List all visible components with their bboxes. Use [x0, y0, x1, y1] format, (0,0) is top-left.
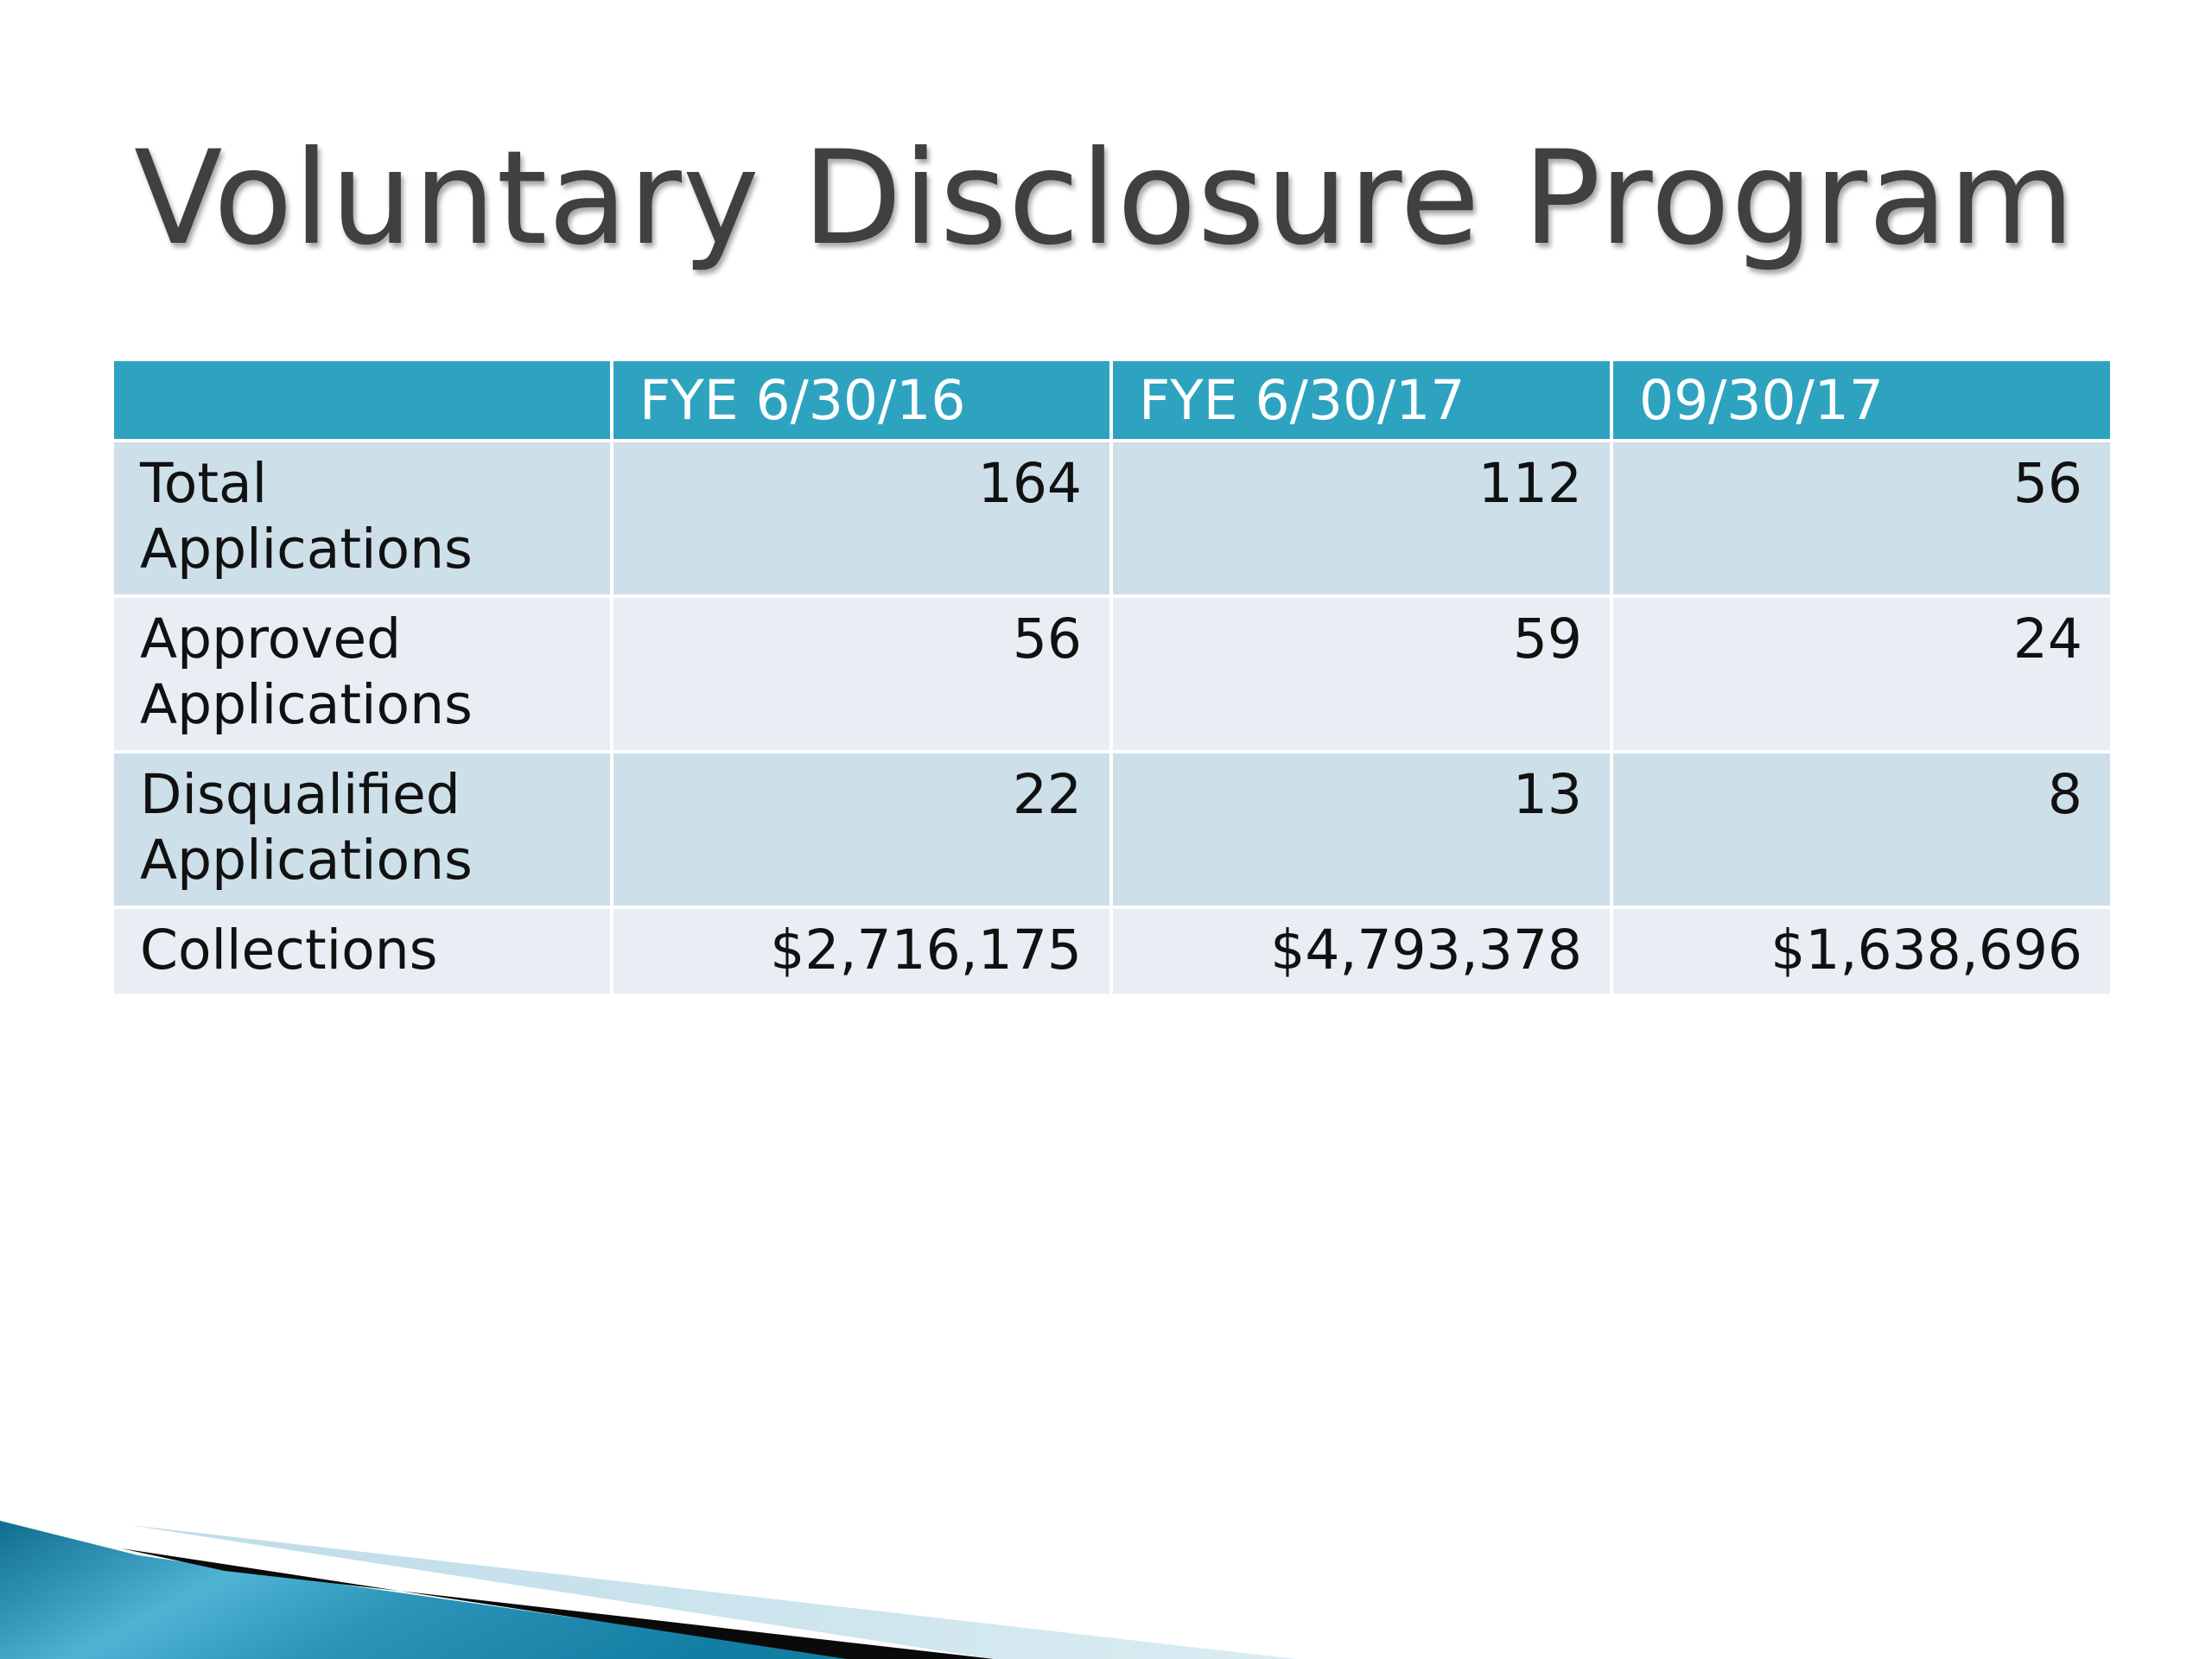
- row-label: Disqualified Applications: [112, 752, 612, 907]
- table-cell: 164: [612, 441, 1111, 596]
- table-cell: $1,638,696: [1611, 907, 2112, 995]
- row-label: Approved Applications: [112, 596, 612, 752]
- table-cell: 56: [1611, 441, 2112, 596]
- slide-title: Voluntary Disclosure Program: [134, 124, 2076, 274]
- header-cell-empty: [112, 359, 612, 441]
- table-cell: 56: [612, 596, 1111, 752]
- table-cell: 8: [1611, 752, 2112, 907]
- disclosure-table: [111, 358, 2113, 997]
- table-cell: $4,793,378: [1111, 907, 1611, 995]
- table-row: [112, 441, 2112, 596]
- table-cell: 13: [1111, 752, 1611, 907]
- table-row: [112, 752, 2112, 907]
- table-cell: $2,716,175: [612, 907, 1111, 995]
- slide-decoration-swoosh: [0, 1382, 2212, 1659]
- table-cell: 59: [1111, 596, 1611, 752]
- table-row: [112, 596, 2112, 752]
- header-cell-q1-2018: 09/30/17: [1611, 359, 2112, 441]
- table-cell: 24: [1611, 596, 2112, 752]
- header-cell-fye-2016: FYE 6/30/16: [612, 359, 1111, 441]
- table-cell: 22: [612, 752, 1111, 907]
- table-header-row: [112, 359, 2112, 441]
- table-row: [112, 907, 2112, 995]
- row-label: Total Applications: [112, 441, 612, 596]
- table-cell: 112: [1111, 441, 1611, 596]
- header-cell-fye-2017: FYE 6/30/17: [1111, 359, 1611, 441]
- row-label: Collections: [112, 907, 612, 995]
